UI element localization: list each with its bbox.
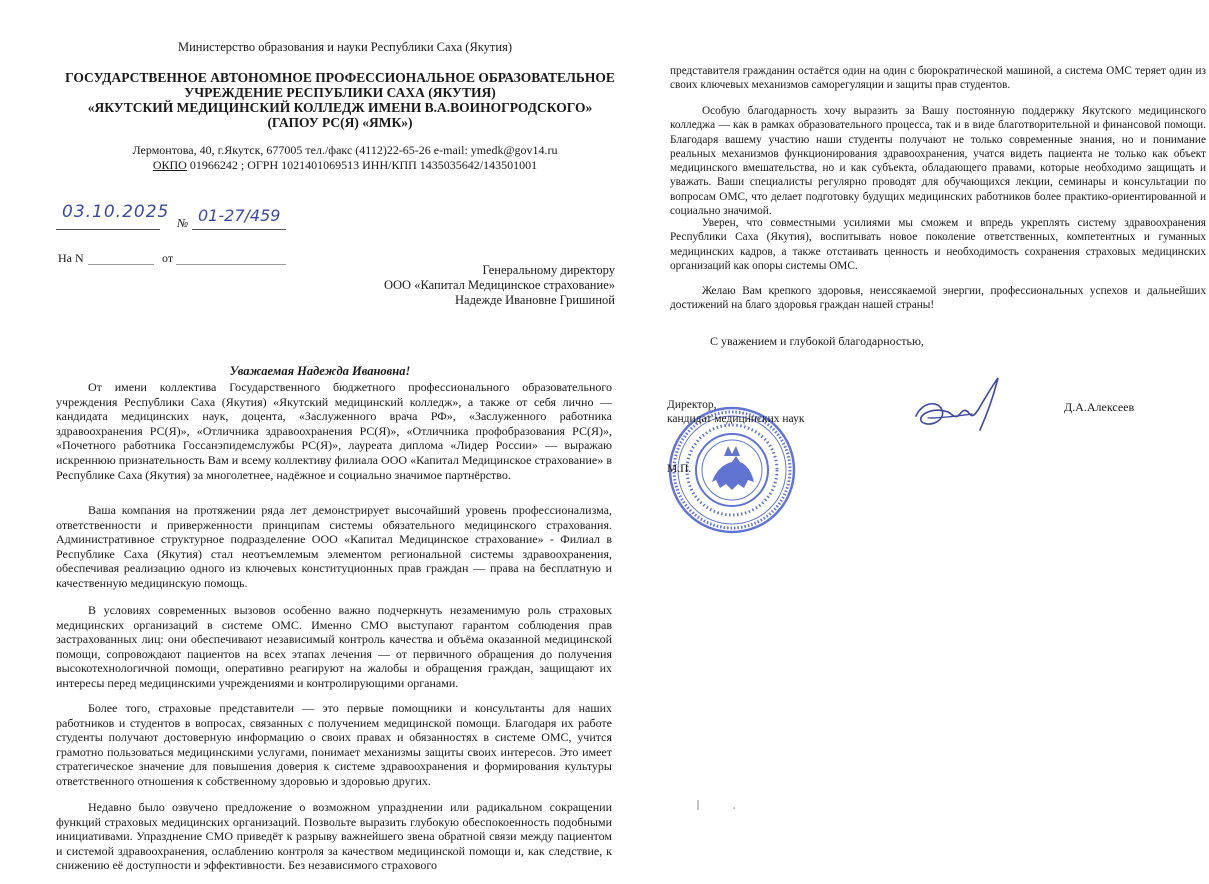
recipient-position: Генеральному директору	[482, 263, 615, 277]
number-underline	[192, 229, 286, 230]
director-title	[667, 398, 804, 426]
salutation: Уважаемая Надежда Ивановна!	[229, 364, 411, 378]
closing-phrase: С уважением и глубокой благодарностью,	[710, 334, 924, 348]
reference-na-label: На N	[58, 251, 84, 265]
ministry-line: Министерство образования и науки Республики Саха (Якутия)	[178, 40, 512, 54]
date-underline	[56, 229, 160, 230]
handwritten-signature	[908, 372, 1018, 442]
signer-name: Д.А.Алексеев	[1064, 400, 1135, 414]
registry-line	[60, 158, 630, 173]
scan-specks	[690, 790, 750, 820]
director-position: Директор,	[667, 399, 717, 411]
okpo-label: ОКПО	[152, 158, 187, 172]
handwritten-date: 03.10.2025	[62, 202, 170, 222]
reference-date-underline	[176, 264, 286, 265]
org-line-4: (ГАПОУ РС(Я) «ЯМК»)	[267, 115, 413, 130]
continued-paragraph: представителя гражданин остаётся один на один с бюрократической машиной, а система ОМС теряет один из своих ключевых механизмов саморегуляции и защиты прав студентов.	[670, 65, 1206, 92]
reference-row	[58, 251, 174, 266]
reference-ot-label: от	[162, 251, 174, 265]
reference-number-underline	[88, 264, 154, 265]
handwritten-number: 01-27/459	[198, 206, 281, 225]
wishes-paragraph: Желаю Вам крепкого здоровья, неиссякаемой энергии, профессиональных успехов и дальнейших достижений на благо здоровья граждан нашей страны!	[670, 285, 1206, 312]
body-paragraph-1: От имени коллектива Государственного бюджетного профессионального образовательного учреждения Республики Саха (Якутия) «Якутский медицинский колледж», а также от себя лично — кандидата медицинских наук, доцента, «Заслуженного врача РФ», «Заслуженного работника здравоохранения РС(Я)», «Отличника здравоохранения РС(Я)», «Отличника профобразования РС(Я)», «Почетного работника Госсанэпидемслужбы РС(Я)», лауреата диплома «Лидер России» — выражаю искреннюю признательность Вам и всему коллективу филиала ООО «Капитал Медицинское страхование» в Республике Саха (Якутия) за многолетнее, надёжное и социально значимое партнёрство.	[56, 380, 612, 482]
recipient-company: ООО «Капитал Медицинское страхование»	[384, 278, 615, 292]
body-paragraph-4: Более того, страховые представители — это первые помощники и консультанты для наших работников и студентов в вопросах, связанных с получением медицинской помощи. Благодаря их работе студенты получают достоверную информацию о своих правах и обязанностях в системе ОМС, учится грамотно пользоваться медицинскими услугами, понимает механизмы защиты своих интересов. Это имеет стратегическое значение для повышения доверия к системе здравоохранения и формирования культуры ответственного отношения к собственному здоровью и здоровью других.	[56, 701, 612, 788]
confidence-paragraph: Уверен, что совместными усилиями мы сможем и впредь укреплять систему здравоохранения Республики Саха (Якутия), воспитывать новое поколение ответственных, компетентных и гуманных медицинских кадров, а также отстаивать ценность и необходимость сохранения страховых медицинских организаций как опоры системы ОМС.	[670, 217, 1206, 272]
org-line-3: «ЯКУТСКИЙ МЕДИЦИНСКИЙ КОЛЛЕДЖ ИМЕНИ В.А.ВОИНОГРОДСКОГО»	[87, 100, 593, 115]
body-paragraph-5: Недавно было озвучено предложение о возможном упразднении или радикальном сокращении функций страховых медицинских организаций. Позвольте выразить глубокую обеспокоенность подобными инициативами. Упразднение СМО приведёт к разрыву важнейшего звена обратной связи между пациентом и системой здравоохранения, ослаблению контроля за качеством медицинской помощи и, как следствие, к снижению её доступности и эффективности. Без независимого страхового	[56, 800, 612, 873]
address-block	[60, 143, 630, 173]
registry-numbers: 01966242 ; ОГРН 1021401069513 ИНН/КПП 1435035642/143501001	[189, 158, 538, 172]
org-line-1: ГОСУДАРСТВЕННОЕ АВТОНОМНОЕ ПРОФЕССИОНАЛЬНОЕ ОБРАЗОВАТЕЛЬНОЕ	[65, 70, 615, 85]
organization-name	[40, 70, 640, 130]
address-line: Лермонтова, 40, г.Якутск, 677005 тел./факс (4112)22-65-26 e-mail: ymedk@gov14.ru	[132, 143, 558, 157]
org-line-2: УЧРЕЖДЕНИЕ РЕСПУБЛИКИ САХА (ЯКУТИЯ)	[184, 85, 496, 100]
gratitude-paragraph: Особую благодарность хочу выразить за Вашу постоянную поддержку Якутского медицинского колледжа — как в рамках образовательного процесса, так и в виде благотворительной и финансовой помощи. Благодаря вашему участию наши студенты получают не только современные знания, но и понимание реальных механизмов функционирования здравоохранения, учатся видеть пациента не только как объект медицинского вмешательства, но и как субъекта, обладающего правами, которые необходимо защищать и уважать. Ваши специалисты регулярно проводят для обучающихся лекции, семинары и консультации по вопросам ОМС, что делает подготовку будущих медицинских работников более практико-ориентированной и социально значимой.	[670, 105, 1206, 218]
seal-place-label: М.П.	[667, 463, 692, 475]
director-degree: кандидат медицинских наук	[667, 413, 805, 425]
letter-page-right	[640, 0, 1209, 884]
body-paragraph-2: Ваша компания на протяжении ряда лет демонстрирует высочайший уровень профессионализма, ответственности и приверженности принципам системы обязательного медицинского страхования. Административное структурное подразделение ООО «Капитал Медицинское страхование» - Филиал в Республике Саха (Якутия) стал неотъемлемым элементом региональной системы здравоохранения, обеспечивая реализацию одного из ключевых конституционных прав граждан — права на бесплатную и качественную медицинскую помощь.	[56, 503, 612, 590]
recipient-name: Надежде Ивановне Гришиной	[455, 293, 615, 307]
recipient-block	[384, 263, 615, 308]
number-label: №	[177, 216, 189, 230]
body-paragraph-3: В условиях современных вызовов особенно важно подчеркнуть незаменимую роль страховых медицинских организаций в системе ОМС. Именно СМО выступают гарантом соблюдения прав застрахованных лиц: они обеспечивают независимый контроль качества и объёма оказанной медицинской помощи, сопровождают пациентов на всех этапах лечения — от первичного обращения до получения высокотехнологичной помощи, оперативно реагируют на жалобы и обращения граждан, защищают их интересы перед медицинскими учреждениями и контролирующими органами.	[56, 603, 612, 690]
